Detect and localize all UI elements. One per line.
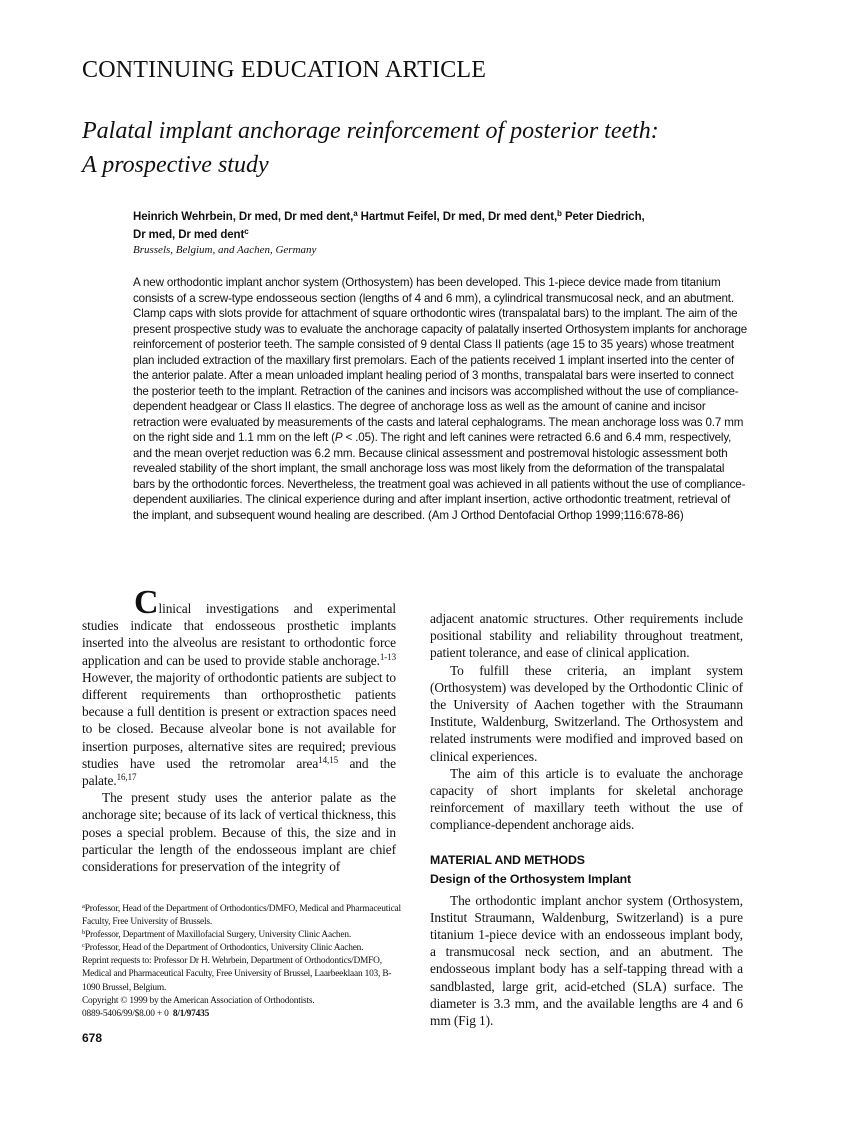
- article-title: [82, 114, 782, 182]
- citation-ref[interactable]: 14,15: [318, 754, 338, 765]
- footnote: [82, 942, 404, 955]
- body-paragraph: The aim of this article is to evaluate the anchorage capacity of short implants for skeletal anchorage reinforcement of maxillary teeth without the use of compliance-dependent anchorage aids.: [430, 765, 743, 833]
- footnote-mark: a: [82, 903, 85, 910]
- body-paragraph: The present study uses the anterior palate as the anchorage site; because of its lack of vertical thickness, this poses a special problem. Because of this, the size and in particular the length of the endosseous implant are chief considerations for preservation of the integrity of: [82, 790, 396, 875]
- author-affiliation-mark: c: [244, 227, 249, 236]
- body-text: linical investigations and experimental studies indicate that endosseous prosthetic implants inserted into the alveolus are resistant to orthodontic force application and can be used to provide stable anchorage.: [82, 601, 396, 668]
- author-list: [133, 208, 753, 244]
- footnote-text: Professor, Head of the Department of Orthodontics, University Clinic Aachen.: [84, 943, 364, 954]
- section-heading: MATERIAL AND METHODS: [430, 852, 585, 867]
- body-paragraph: The orthodontic implant anchor system (Orthosystem, Institut Straumann, Waldenburg, Switzerland) is a pure titanium 1-piece device with an endosseous implant body, a transmucosal neck section, and an abutment. The endosseous implant body has a self-tapping thread with a sandblasted, large grit, acid-etched (SLA) surface. The diameter is 3.3 mm, and the available lengths are 4 and 6 mm (Fig 1).: [430, 892, 743, 1029]
- citation-ref[interactable]: 1-13: [379, 651, 396, 662]
- author-name: Heinrich Wehrbein, Dr med, Dr med dent,: [133, 211, 354, 223]
- author-name: Dr med, Dr med dent: [133, 229, 245, 241]
- body-text: However, the majority of orthodontic patients are subject to different requirements than orthoprosthetic patients because a full dentition is present or extraction spaces need to be closed. Because alveolar bone is not available for insertion purposes, alternative sites are required; previous studies have used the retromolar area: [82, 669, 396, 771]
- body-column-left: [82, 584, 396, 875]
- author-affiliation-mark: a: [353, 209, 358, 218]
- issn-line: [82, 1008, 404, 1021]
- footnote-mark: c: [82, 942, 85, 950]
- footnotes: [82, 903, 404, 1021]
- author-affiliation-mark: b: [557, 209, 562, 218]
- footnote: [82, 929, 404, 942]
- footnote-text: Professor, Head of the Department of Orthodontics/DMFO, Medical and Pharmaceutical Faculty, Free University of Brussels.: [82, 904, 401, 928]
- footnote-mark: b: [82, 929, 86, 937]
- abstract: [133, 275, 748, 523]
- reprint-request: Reprint requests to: Professor Dr H. Wehrbein, Department of Orthodontics/DMFO, Medical and Pharmaceutical Faculty, Free University of Brussel, Laarbeeklaan 103, B-1090 Brussel, Belgium.: [82, 956, 392, 993]
- body-paragraph: To fulfill these criteria, an implant system (Orthosystem) was developed by the Orthodontic Clinic of the University of Aachen together with the Straumann Institute, Waldenburg, Switzerland. The Orthosystem and related instruments were modified and improved based on clinical experiences.: [430, 662, 743, 764]
- citation-ref[interactable]: 16,17: [116, 772, 137, 783]
- footnote: [82, 903, 404, 929]
- footnote-text: Professor, Department of Maxillofacial Surgery, University Clinic Aachen.: [85, 930, 352, 941]
- article-title-line1: Palatal implant anchorage reinforcement of posterior teeth:: [82, 118, 659, 144]
- author-affiliation: Brussels, Belgium, and Aachen, Germany: [133, 244, 317, 256]
- article-title-line2: A prospective study: [82, 152, 269, 178]
- copyright-notice: Copyright © 1999 by the American Association of Orthodontists.: [82, 995, 315, 1006]
- p-value-symbol: P: [334, 431, 343, 444]
- body-paragraph: adjacent anatomic structures. Other requirements include positional stability and reliability throughout treatment, patient tolerance, and ease of clinical application.: [430, 611, 743, 661]
- author-name: Peter Diedrich,: [561, 211, 645, 223]
- section-label: CONTINUING EDUCATION ARTICLE: [82, 57, 487, 83]
- body-column-right: [430, 610, 743, 1029]
- abstract-text: < .05). The right and left canines were retracted 6.6 and 6.4 mm, respectively, and the mean overjet reduction was 6.2 mm. Because clinical assessment and postremoval histologic assessment both revealed stability of the short implant, the small anchorage loss was most likely from the deformation of the transpalatal bars by the orthodontic forces. Nevertheless, the treatment goal was achieved in all patients without the use of compliance-dependent auxiliaries. The clinical experience during and after implant insertion, active orthodontic treatment, retrieval of the implant, and subsequent wound healing are described. (Am J Orthod Dentofacial Orthop 1999;116:678-86): [133, 431, 746, 522]
- subsection-heading: Design of the Orthosystem Implant: [430, 871, 631, 886]
- body-text: and the palate.: [82, 755, 396, 789]
- abstract-text: A new orthodontic implant anchor system (Orthosystem) has been developed. This 1-piece device made from titanium consists of a screw-type endosseous section (lengths of 4 and 6 mm), a cylindrical transmucosal neck, and an abutment. Clamp caps with slots provide for attachment of square orthodontic wires (transpalatal bars) to the implant. The aim of the present prospective study was to evaluate the anchorage capacity of palatally inserted Orthosystem implants for anchorage reinforcement of posterior teeth. The sample consisted of 9 dental Class II patients (age 15 to 35 years) whose treatment plan included extraction of the maxillary first premolars. Each of the patients received 1 implant inserted into the center of the anterior palate. After a mean unloaded implant healing period of 3 months, transpalatal bars were inserted to connect the posterior teeth to the implant. Retraction of the canines and incisors was accomplished without the use of compliance-dependent headgear or Class II elastics. The degree of anchorage loss as well as the amount of canine and incisor retraction were evaluated by measurements of the casts and lateral cephalograms. The mean anchorage loss was 0.7 mm on the right side and 1.1 mm on the left (: [133, 276, 748, 444]
- author-name: Hartmut Feifel, Dr med, Dr med dent,: [357, 211, 558, 223]
- page-number: 678: [82, 1031, 103, 1045]
- article-code: 8/1/97435: [172, 1008, 210, 1019]
- drop-cap: C: [134, 584, 159, 621]
- body-paragraph: [82, 584, 396, 789]
- issn-code: 0889-5406/99/$8.00 + 0: [82, 1008, 173, 1019]
